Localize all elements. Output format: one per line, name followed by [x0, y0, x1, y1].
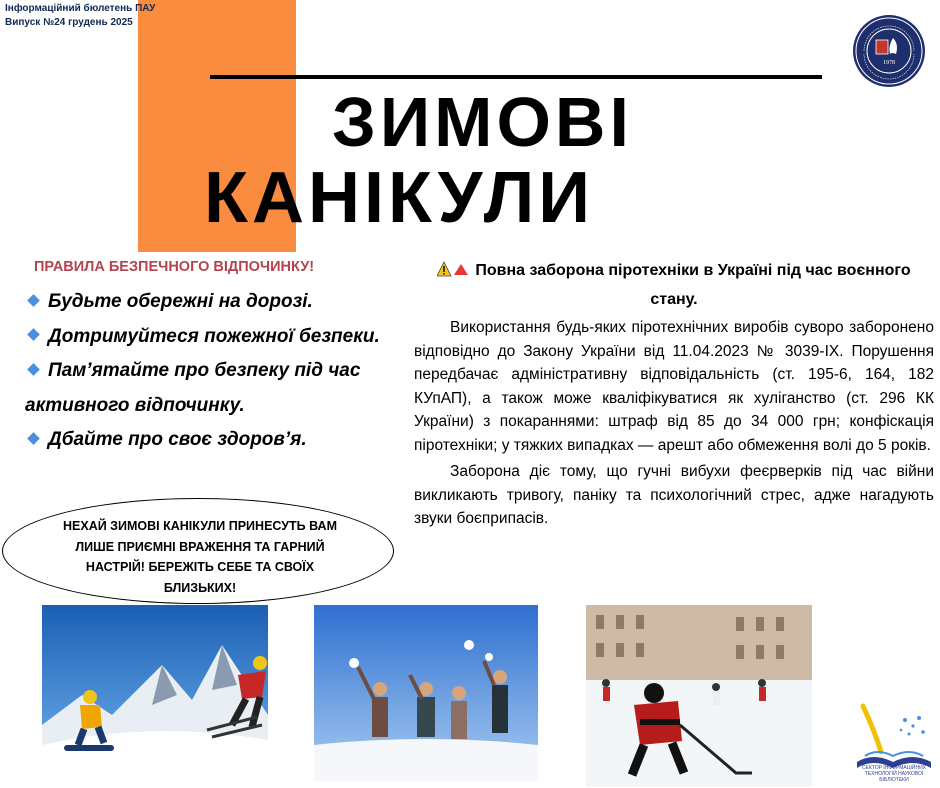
- snowball-photo: [314, 605, 538, 781]
- warning-icon: [437, 262, 451, 276]
- fireworks-ban-section: [414, 257, 934, 531]
- academy-seal-logo: [852, 14, 926, 88]
- bulletin-title: Інформаційний бюлетень ПАУ: [5, 3, 156, 14]
- wish-text: НЕХАЙ ЗИМОВІ КАНІКУЛИ ПРИНЕСУТЬ ВАМ ЛИШЕ ПРИЄМНІ ВРАЖЕННЯ ТА ГАРНИЙ НАСТРІЙ! БЕРЕЖІТЬ СЕБЕ ТА СВОЇХ БЛИЗЬКИХ!: [63, 519, 337, 595]
- fireworks-paragraph-1: Використання будь-яких піротехнічних виробів суворо заборонено відповідно до Закону України від 11.04.2023 № 3039-IX. Порушення передбачає адміністративну відповідальність (ст. 195-6, 164, 182 КУпАП), а також може кваліфікуватися як хуліганство (ст. 296 КК України) з покараннями: штраф від 85 до 34 000 грн; конфіскація піротехніки; у тяжких випадках — арешт або обмеження волі до 5 років.: [414, 319, 934, 454]
- seal-year: 1978: [883, 60, 895, 66]
- blue-diamond-icon: [27, 363, 40, 376]
- bulletin-info: [5, 2, 155, 30]
- page-title-line1: ЗИМОВІ: [332, 83, 633, 161]
- fireworks-ban-title: Повна заборона піротехніки в Україні під час воєнного стану.: [475, 262, 911, 308]
- rule-item: Дбайте про своє здоров’я.: [25, 423, 385, 458]
- blue-diamond-icon: [27, 294, 40, 307]
- bulletin-issue: Випуск №24 грудень 2025: [5, 17, 133, 28]
- rule-item: Пам’ятайте про безпеку під час активного відпочинку.: [25, 360, 361, 416]
- blue-diamond-icon: [27, 329, 40, 342]
- rules-list: [25, 285, 385, 458]
- title-divider: [210, 75, 822, 79]
- fireworks-ban-title-row: [414, 257, 934, 313]
- red-triangle-icon: [454, 264, 468, 275]
- rules-heading: ПРАВИЛА БЕЗПЕЧНОГО ВІДПОЧИНКУ!: [34, 259, 315, 275]
- blue-diamond-icon: [27, 432, 40, 445]
- skiing-photo: [42, 605, 268, 788]
- hockey-photo: [586, 605, 812, 787]
- library-logo-caption: СЕКТОР ІНФОРМАЦІЙНИХ ТЕХНОЛОГІЙ НАУКОВОЇ БІБЛІОТЕКИ: [862, 765, 926, 783]
- page-title-line2: КАНІКУЛИ: [204, 158, 594, 238]
- warning-icons: [437, 259, 469, 286]
- rule-item: Будьте обережні на дорозі.: [25, 285, 385, 320]
- fireworks-paragraph-2: Заборона діє тому, що гучні вибухи феєрверків під час війни викликають тривогу, паніку та психологічний стрес, адже нагадують звуки боєприпасів.: [414, 463, 934, 527]
- rule-item: Дотримуйтеся пожежної безпеки.: [25, 320, 385, 355]
